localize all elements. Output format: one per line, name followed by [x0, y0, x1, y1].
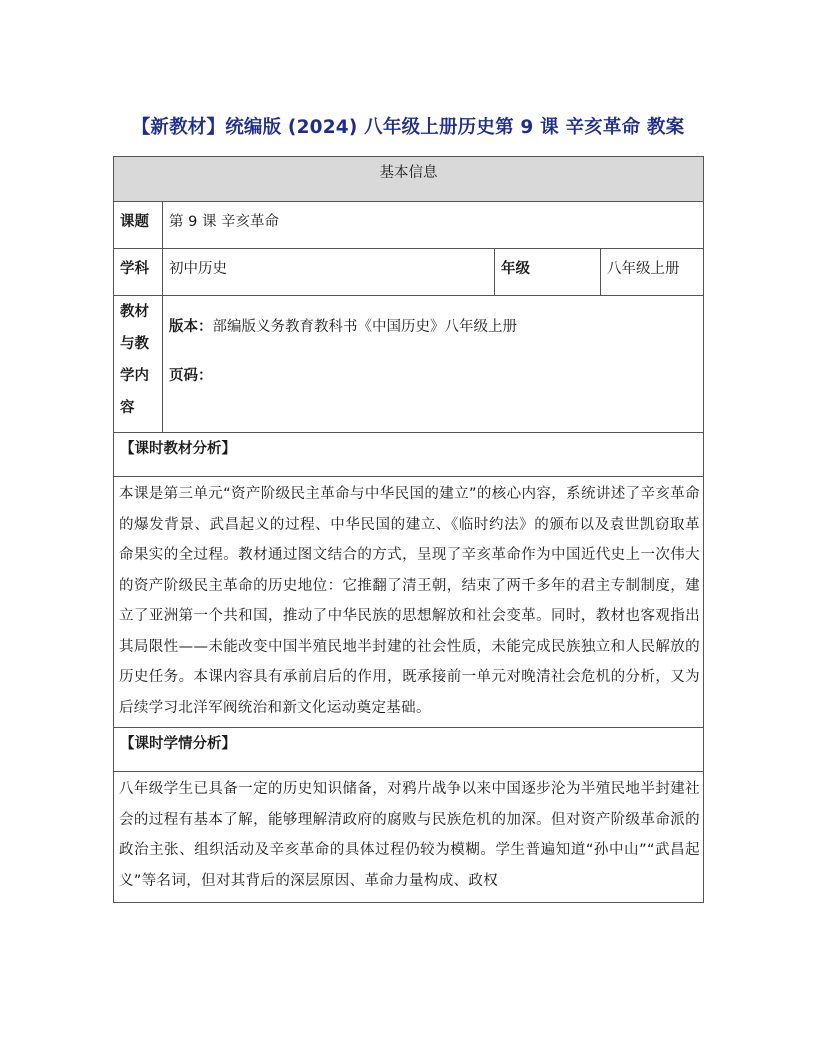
content-row: [114, 296, 704, 433]
document-title: 【新教材】统编版 (2024) 八年级上册历史第 9 课 辛亥革命 教案: [131, 117, 685, 138]
analysis-title: 【课时教材分析】: [114, 433, 704, 477]
topic-row: [114, 202, 704, 249]
content-label-line: 学内: [120, 368, 149, 384]
student-analysis-title: 【课时学情分析】: [114, 728, 704, 772]
analysis-row: [114, 477, 704, 728]
topic-value: 第 9 课 辛亥革命: [163, 202, 704, 249]
analysis-text: 本课是第三单元“资产阶级民主革命与中华民国的建立”的核心内容，系统讲述了辛亥革命的爆发背景、武昌起义的过程、中华民国的建立、《临时约法》的颁布以及袁世凯窃取革命果实的全过程。教材通过图文结合的方式，呈现了辛亥革命作为中国近代史上一次伟大的资产阶级民主革命的历史地位：它推翻了清王朝，结束了两千多年的君主专制制度，建立了亚洲第一个共和国，推动了中华民族的思想解放和社会变革。同时，教材也客观指出其局限性——未能改变中国半殖民地半封建的社会性质，未能完成民族独立和人民解放的历史任务。本课内容具有承前启后的作用，既承接前一单元对晚清社会危机的分析，又为后续学习北洋军阀统治和新文化运动奠定基础。: [114, 477, 704, 728]
analysis-header-row: [114, 433, 704, 477]
table-header-row: [114, 157, 704, 202]
content-label-line: 教材: [120, 304, 149, 320]
lesson-info-table: [113, 156, 704, 903]
student-row: [114, 772, 704, 903]
grade-label: 年级: [495, 249, 601, 296]
subject-label: 学科: [114, 249, 163, 296]
student-analysis-cell: [114, 772, 704, 903]
content-label-line: 与教: [120, 336, 149, 352]
page-label: 页码：: [169, 368, 213, 384]
subject-row: [114, 249, 704, 296]
topic-label: 课题: [114, 202, 163, 249]
edition-label: 版本：: [169, 319, 213, 335]
student-analysis-text: 八年级学生已具备一定的历史知识储备，对鸦片战争以来中国逐步沦为半殖民地半封建社会的过程有基本了解，能够理解清政府的腐败与民族危机的加深。但对资产阶级革命派的政治主张、组织活动及辛亥革命的具体过程仍较为模糊。学生普遍知道“孙中山”“武昌起义”等名词，但对其背后的深层原因、革命力量构成、政权: [119, 781, 700, 889]
content-label: [114, 296, 163, 433]
edition-line: [169, 316, 697, 338]
subject-value: 初中历史: [163, 249, 495, 296]
content-label-line: 容: [120, 400, 135, 416]
student-header-row: [114, 728, 704, 772]
page-line: [169, 365, 697, 387]
edition-value: 部编版义务教育教科书《中国历史》八年级上册: [212, 319, 517, 335]
content-details: [163, 296, 704, 433]
basic-info-header: 基本信息: [114, 157, 704, 202]
grade-value: 八年级上册: [601, 249, 704, 296]
